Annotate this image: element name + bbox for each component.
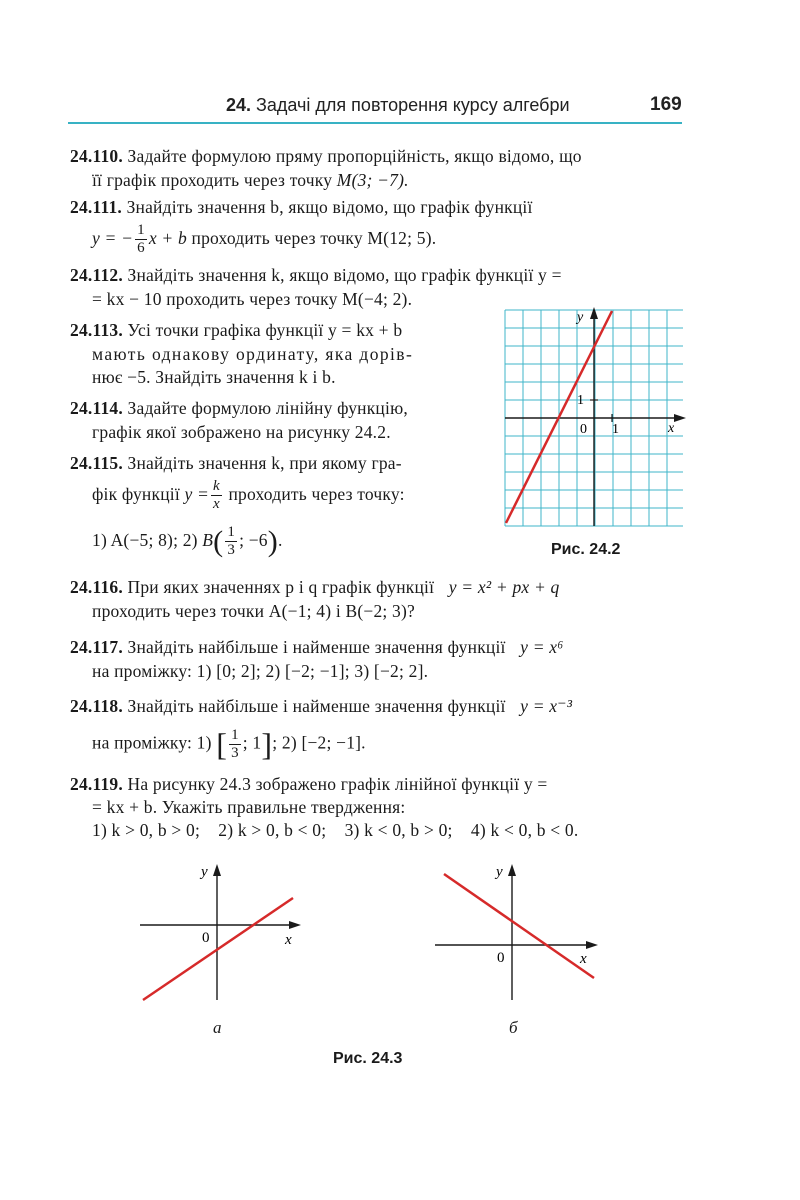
problem-text: Знайдіть значення k, якщо відомо, що графік функції y = <box>127 265 562 285</box>
problem-118-line1 <box>70 696 572 717</box>
formula: x + b <box>148 227 187 248</box>
left-paren: ( <box>213 524 224 558</box>
problem-text: Знайдіть значення k, при якому гра- <box>127 453 402 473</box>
x-axis-arrow <box>289 921 301 929</box>
fraction-numerator: 1 <box>229 727 241 745</box>
fraction-numerator: k <box>211 478 222 496</box>
problem-113-line3: нює −5. Знайдіть значення k і b. <box>92 367 336 387</box>
problem-text: Знайдіть найбільше і найменше значення функції <box>127 696 506 716</box>
problem-text: проходить через точку: <box>228 483 405 504</box>
problem-114-line1 <box>70 398 408 419</box>
section-number: 24. <box>226 95 252 115</box>
problem-number: 24.115. <box>70 453 123 473</box>
figure-24-2-graph <box>500 305 690 535</box>
running-header <box>226 95 570 116</box>
interval-text: ; 1 <box>242 732 262 753</box>
left-bracket: [ <box>216 726 228 762</box>
problem-112-line2: = kx − 10 проходить через точку M(−4; 2). <box>92 289 413 309</box>
x-one-label: 1 <box>612 422 619 437</box>
formula: y = − <box>92 227 134 248</box>
x-axis-label: x <box>580 951 587 967</box>
problem-112-line1 <box>70 265 562 286</box>
formula: y = x⁶ <box>520 637 564 657</box>
problem-115-line1 <box>70 453 402 474</box>
fraction <box>225 524 237 560</box>
origin-label: 0 <box>202 930 210 946</box>
problem-number: 24.114. <box>70 398 123 418</box>
y-axis-label: y <box>577 310 584 325</box>
formula: y = x⁻³ <box>520 696 573 716</box>
problem-number: 24.112. <box>70 265 123 285</box>
problem-number: 24.110. <box>70 146 123 166</box>
problem-111-line2 <box>92 222 436 258</box>
fraction-denominator: 3 <box>227 542 236 559</box>
problem-111-line1 <box>70 197 533 218</box>
problem-text: фік функції <box>92 483 185 504</box>
problem-number: 24.117. <box>70 637 123 657</box>
function-line <box>444 874 594 978</box>
problem-115-options: 1) A(−5; 8); 2) B( $\frac{1}{3}$ ; −6). <box>92 524 283 559</box>
y-axis-label: y <box>201 864 208 880</box>
problem-114-line2: графік якої зображено на рисунку 24.2. <box>92 422 391 442</box>
problem-text: на проміжку: 1) <box>92 732 212 753</box>
problem-113-line2: мають однакову ординату, яка дорів- <box>92 344 414 364</box>
formula: y = <box>184 483 210 504</box>
y-one-label: 1 <box>577 393 584 408</box>
figure-24-3b-label: б <box>509 1018 518 1037</box>
header-divider <box>68 122 682 124</box>
problem-text: На рисунку 24.3 зображено графік лінійної функції y = <box>127 774 548 794</box>
y-axis-arrow <box>213 864 221 876</box>
point-label: B <box>202 529 214 550</box>
section-title: Задачі для повторення курсу алгебри <box>256 95 570 115</box>
fraction <box>135 222 147 258</box>
x-axis-label: x <box>285 932 292 948</box>
y-axis-arrow <box>590 307 598 319</box>
problem-number: 24.113. <box>70 320 123 340</box>
problem-text: Задайте формулою пряму пропорційність, якщо відомо, що <box>127 146 582 166</box>
problem-number: 24.116. <box>70 577 123 597</box>
problem-text: Знайдіть значення b, якщо відомо, що графік функції <box>126 197 533 217</box>
x-axis-arrow <box>586 941 598 949</box>
origin-label: 0 <box>497 950 505 966</box>
problem-number: 24.119. <box>70 774 123 794</box>
problem-119-line1 <box>70 774 547 795</box>
problem-119-line2: = kx + b. Укажіть правильне твердження: <box>92 797 406 817</box>
fraction-numerator: 1 <box>225 524 237 542</box>
right-bracket: ] <box>261 726 273 762</box>
problem-117-line2: на проміжку: 1) [0; 2]; 2) [−2; −1]; 3) [−2; 2]. <box>92 661 429 681</box>
problem-113-line1 <box>70 320 402 341</box>
problem-text: ; 2) [−2; −1]. <box>272 732 366 753</box>
fraction-denominator: 3 <box>231 745 239 761</box>
figure-24-3b-graph <box>430 860 605 1005</box>
x-axis-label: x <box>668 421 675 436</box>
fraction-denominator: x <box>213 496 220 513</box>
figure-24-2-caption: Рис. 24.2 <box>551 541 621 558</box>
problem-text: Задайте формулою лінійну функцію, <box>127 398 408 418</box>
problem-text: проходить через точку M(12; 5). <box>191 227 437 248</box>
right-paren: ) <box>267 524 278 558</box>
figure-24-3a-graph <box>135 860 305 1005</box>
problem-116-line1 <box>70 577 560 598</box>
problem-115-line2 <box>92 478 405 514</box>
figure-24-3-caption: Рис. 24.3 <box>333 1050 403 1067</box>
option-text: 1) A(−5; 8); 2) <box>92 529 198 550</box>
option-text: ; −6 <box>239 529 268 550</box>
problem-118-line2 <box>92 726 366 763</box>
formula: y = x² + px + q <box>448 577 560 597</box>
fraction <box>211 478 222 514</box>
problem-116-line2: проходить через точки A(−1; 4) і B(−2; 3)? <box>92 601 415 621</box>
fraction <box>229 727 241 763</box>
page-number: 169 <box>650 94 682 115</box>
origin-label: 0 <box>580 422 587 437</box>
problem-117-line1 <box>70 637 564 658</box>
problem-text: Знайдіть найбільше і найменше значення функції <box>127 637 506 657</box>
point-label: M(3; −7). <box>336 170 409 190</box>
problem-text: Усі точки графіка функції y = kx + b <box>127 320 403 340</box>
problem-text: При яких значеннях p і q графік функції <box>127 577 435 597</box>
problem-number: 24.118. <box>70 696 123 716</box>
problem-text: її графік проходить через точку <box>92 170 337 190</box>
figure-24-3a-label: а <box>213 1018 222 1037</box>
x-axis-arrow <box>674 414 686 422</box>
y-axis-arrow <box>508 864 516 876</box>
y-axis-label: y <box>496 864 503 880</box>
problem-119-options: 1) k > 0, b > 0; 2) k > 0, b < 0; 3) k < 0, b > 0; 4) k < 0, b < 0. <box>92 820 579 840</box>
fraction-denominator: 6 <box>137 240 145 257</box>
problem-110-line2 <box>92 170 409 191</box>
problem-number: 24.111. <box>70 197 122 217</box>
fraction-numerator: 1 <box>135 222 147 240</box>
problem-110-line1 <box>70 146 582 167</box>
function-line <box>143 898 293 1000</box>
